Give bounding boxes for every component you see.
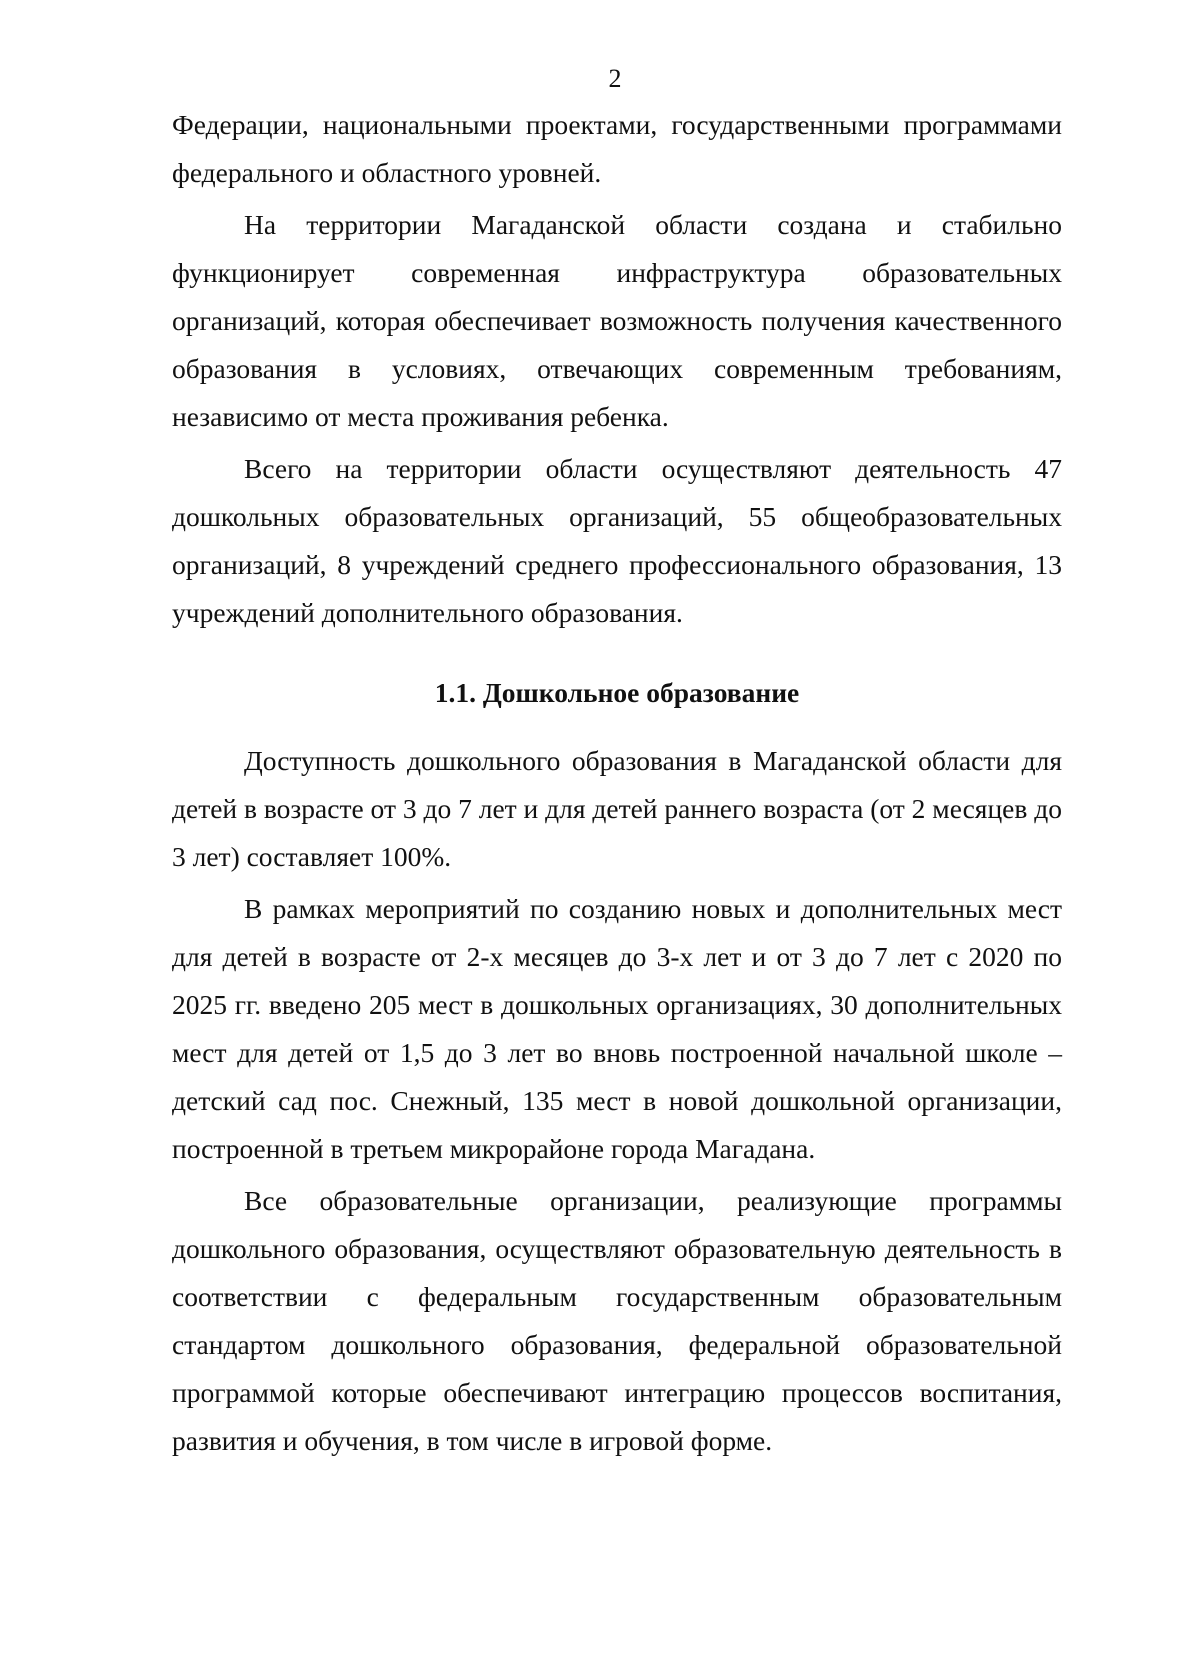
paragraph-accessibility: Доступность дошкольного образования в Магаданской области для детей в возрасте от 3 до 7 лет и для детей раннего возраста (от 2 месяцев до 3 лет) составляет 100%.: [172, 745, 1062, 872]
paragraph-standards: Все образовательные организации, реализующие программы дошкольного образования, осуществляют образовательную деятельность в соответствии с федеральным государственным образовательным стандартом дошкольного образования, федеральной образовательной программой которые обеспечивают интеграцию процессов воспитания, развития и обучения, в том числе в игровой форме.: [172, 1185, 1062, 1456]
paragraph-new-places: В рамках мероприятий по созданию новых и дополнительных мест для детей в возрасте от 2-х месяцев до 3-х лет и от 3 до 7 лет с 2020 по 2025 гг. введено 205 мест в дошкольных организациях, 30 дополнительных мест для детей от 1,5 до 3 лет во вновь построенной начальной школе – детский сад пос. Снежный, 135 мест в новой дошкольной организации, построенной в третьем микрорайоне города Магадана.: [172, 893, 1062, 1164]
paragraph-continuation: Федерации, национальными проектами, государственными программами федерального и областного уровней.: [172, 109, 1062, 188]
page-number: 2: [608, 64, 622, 93]
section-heading: 1.1. Дошкольное образование: [434, 677, 800, 708]
document-body: [172, 101, 1062, 1465]
paragraph-infrastructure: На территории Магаданской области создана и стабильно функционирует современная инфраструктура образовательных организаций, которая обеспечивает возможность получения качественного образования в условиях, отвечающих современным требованиям, независимо от места проживания ребенка.: [172, 209, 1062, 432]
paragraph-organizations-count: Всего на территории области осуществляют деятельность 47 дошкольных образовательных организаций, 55 общеобразовательных организаций, 8 учреждений среднего профессионального образования, 13 учреждений дополнительного образования.: [172, 453, 1062, 628]
